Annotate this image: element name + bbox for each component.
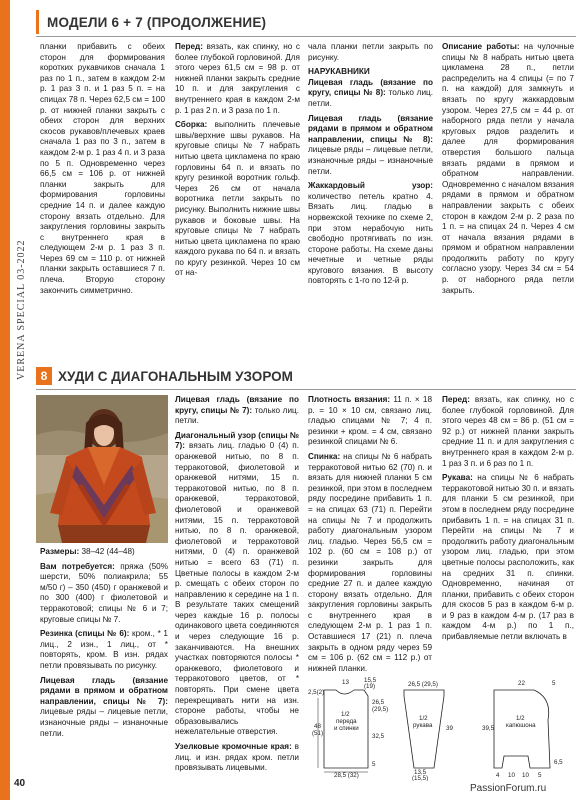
paragraph: планки прибавить с обеих сторон для формирования коротких рукавчиков сначала 1 раз по 1 п., затем в каждом 2-м р. 1 раз 3 п. и 1 раз 5 п. = на спицах 78 п. Через 62,5 см = 100 р. от нижней планки закрыть с обеих сторон для верхних скосов рукавов/плечевых краев сначала 1 раз по 3 п., затем в каждом 2-м р. 1 раз 4 п. и 3 раза по 5 п. Одновременно через 66,5 см = 106 р. от нижней планки закрыть для формирования горловины средние 14 п. и далее каждую сторону вязать отдельно. Для закругления горловины закрыть с внутреннего края в следующем 2-м р. 1 раз 3 п. Через 69 см = 110 р. от нижней планки закрыть оставшиеся 7 п. плеча. Вторую сторону закончить симметрично.: [40, 42, 165, 295]
hood-6-5: 6,5: [554, 759, 563, 766]
hood-39-5: 39,5: [482, 725, 495, 732]
hood-4: 4: [496, 772, 500, 779]
magazine-brand-vertical: VERENA SPECIAL 03-2022: [16, 239, 27, 380]
dim-29-5: (29,5): [372, 706, 389, 713]
paragraph-sleeves: Рукава: на спицы № 6 набрать терракотовой нитью 30 п. и вязать для планки 5 см резинкой, при этом в последнем ряду посредине прибавить 1 п. = на спицах 31 п. Перейти на спицы № 7 и продолжить работу диагональным узором лиц. гладью, при этом цветные полосы расположить, как на средних 31 п. спинки. Одновременно, начиная от планки, прибавить с обеих сторон для скосов 5 раз в каждом 6-м р. и 9 раз в каждом 4-м р. (17 раз в каждом 4-м р.) по 1 п., прибавляемые петли включать в: [442, 473, 574, 642]
dim-2-5: 2,5(2): [308, 689, 325, 696]
paragraph-back: Спинка: на спицы № 6 набрать терракотовой нитью 62 (70) п. и вязать для нижней планки 5 см резинкой, при этом в последнем ряду посредине прибавить 1 п. = на спицах 63 (71) п. Перейти на спицы № 7 и продолжить работу диагональным узором лиц. гладью. Через 56,5 см = 102 р. (60 см = 108 р.) от резинки закрыть для формирования горловины средние 27 п. и далее каждую сторону вязать отдельно. Для закругления горловины закрыть с внутреннего края в следующем 2-м р. 1 раз 1 п. Оставшиеся 17 (21) п. плеча закрыть в одном ряду через 59 см = 106 р. (62 см = 112 р.) от нижней планки.: [308, 451, 432, 673]
dim-51: (51): [312, 730, 324, 737]
paragraph-diagonal-pattern: Диагональный узор (спицы № 7): вязать лиц. гладью 0 (4) п. оранжевой нитью, по 8 п. терракотовой, фиолетовой и оранжевой нитями, 15 п. терракотовой нитью, по 8 п. оранжевой, терракотовой, фиолетовой и оранжевой нитями, 15 п. терракотовой нитью, по 8 п. оранжевой, фиолетовой и терракотовой нитями, 0 (4) п. оранжевой нитью = всего 63 (71) п. Цветные полосы в каждом 2-м р. смещать с обеих сторон по направлению к середине на 1 п. В результате таких смещений через каждые 16 р. полосы одинакового цвета соединяются и через следующие 16 р. заканчиваются. На внешних участках повторяются полосы * оранжевого, фиолетового и терракотового цветов, от * повторять. При смене цвета перекрещивать нити на изн. стороне работы, чтобы не образовывались нежелательные отверстия.: [175, 430, 299, 737]
front-label: 1/2: [341, 711, 350, 718]
sleeve-sub: рукава: [413, 722, 433, 729]
dim-28-5: 28,5 (32): [334, 772, 359, 779]
section-header-models-6-7: [36, 10, 266, 34]
hood-label: 1/2: [516, 715, 525, 722]
dim-39: 39: [446, 725, 453, 732]
text-column-2: [175, 42, 300, 283]
section-header-hoodie: [36, 365, 293, 387]
sleeve-outline: [404, 690, 444, 768]
header-accent-bar: [36, 10, 39, 34]
model-number-badge: 8: [36, 367, 52, 385]
hood-22: 22: [518, 680, 525, 687]
section-title: МОДЕЛИ 6 + 7 (ПРОДОЛЖЕНИЕ): [47, 14, 267, 30]
paragraph: чала планки петли закрыть по рисунку.: [308, 42, 433, 62]
header-divider: [36, 36, 576, 37]
side-color-strip: [0, 0, 10, 800]
paragraph-jacquard: Жаккардовый узор: количество петель кратно 4. Вязать лиц. гладью в норвежской технике по схеме 2, при этом нерабочую нить свободно протягивать по изн. стороне работы. На схеме даны нечетные и четные ряды кругового вязания. В высоту повторять с 1-го по 12-й р.: [308, 181, 433, 286]
model-photo: [36, 395, 168, 543]
dim-5: 5: [372, 761, 376, 768]
hood-5b: 5: [538, 772, 542, 779]
dim-13: 13: [342, 679, 349, 686]
text-column-4: [442, 42, 574, 300]
hoodie-column-1: [40, 547, 168, 743]
header-divider: [36, 389, 576, 390]
paragraph-sizes: Размеры: 38–42 (44–48): [40, 547, 135, 556]
section-title: ХУДИ С ДИАГОНАЛЬНЫМ УЗОРОМ: [58, 368, 293, 384]
dim-48: 48: [314, 723, 321, 730]
dim-15-5b: (15,5): [412, 775, 429, 781]
paragraph-work-description: Описание работы: на чулочные спицы № 8 набрать нитью цвета цикламена 28 п., петли распределить на 4 спицы (= по 7 п. на каждой) для замкнуть и вязать по кругу жаккардовым узором. Через 27,5 см = 44 р. от наборного ряда петли у начала круговых рядов разделить и далее для формирования отверстия большого пальца вязать рядами в прямом и обратном направлении. Одновременно с началом вязания рядами в прямом и обратном направлении закрыть с обеих сторон в каждом 2-м р. 2 раза по 1 п. = на спицах 24 п. Через 4 см от начала вязания рядами в прямом и обратном направлении продолжить работу по кругу согласно узору. Через 34 см = 54 р. от наборного ряда петли закрыть.: [442, 42, 574, 295]
subheading-armwarmers: НАРУКАВНИКИ: [308, 67, 370, 77]
source-watermark: PassionForum.ru: [470, 783, 547, 794]
front-sub2: и спинки: [334, 725, 359, 732]
paragraph-front: Перед: вязать, как спинку, но с более глубокой горловиной. Для этого через 48 см = 86 р. (51 см = 92 р.) от нижней планки закрыть средние 11 п. и для закругления с внутреннего края в каждом 2-м р. 1 раз 3 п. и 6 раз по 1 п.: [442, 395, 574, 468]
paragraph-assembly: Сборка: выполнить плечевые швы/верхние швы рукавов. На круговые спицы № 7 набрать нитью цвета цикламена по краю горловины 64 п. и вязать по кругу резинкой воротник гольф. Через 26 см от начала воротника петли закрыть по рисунку. Выполнить нижние швы рукавов и боковые швы. На круговые спицы № 7 набрать нитью цвета цикламена по краю каждого рукава по 64 п. и вязать по кругу резинкой. Через 10 см от на-: [175, 120, 300, 278]
hoodie-column-4: [442, 395, 574, 647]
page-number: 40: [14, 778, 26, 789]
paragraph-stst-round: Лицевая гладь (вязание по кругу, спицы № 7): только лиц. петли.: [175, 395, 299, 426]
paragraph-gauge: Плотность вязания: 11 п. × 18 р. = 10 × 10 см, связано лиц. гладью спицами № 7; 4 п. резинки + кром. = 4 см, связано резинкой спицами № 6.: [308, 395, 432, 447]
dim-26-5: 26,5: [372, 699, 385, 706]
hood-5: 5: [552, 680, 556, 687]
text-column-3: [308, 42, 433, 291]
paragraph-rib: Резинка (спицы № 6): кром., * 1 лиц., 2 изн., 1 лиц., от * повторять, кром. В изн. рядах петли провязывать по рисунку.: [40, 629, 168, 670]
pattern-schematic: [306, 676, 576, 781]
hoodie-column-2: [175, 395, 299, 778]
sleeve-label: 1/2: [419, 715, 428, 722]
dim-13-5: 13,5: [414, 769, 427, 776]
dim-15-5: 15,5: [364, 677, 377, 684]
dim-19: (19): [364, 683, 376, 690]
paragraph-front: Перед: вязать, как спинку, но с более глубокой горловиной. Для этого через 61,5 см = 98 р. от нижней планки закрыть средние 10 п. и для закругления с внутреннего края в каждом 2-м р. 1 раз 2 п. и 3 раза по 1 п.: [175, 42, 300, 115]
hoodie-column-3: [308, 395, 432, 678]
hood-10b: 10: [522, 772, 529, 779]
paragraph-materials: Вам потребуется: пряжа (50% шерсти, 50% полиакрила; 55 м/50 г) – 350 (450) г оранжевой и по 300 (400) г фиолетовой и терракотовой; спицы № 6 и 7; круговые спицы № 7.: [40, 561, 168, 624]
paragraph-stst: Лицевая гладь (вязание рядами в прямом и обратном направлении, спицы № 7): лицевые ряды – лицевые петли, изнаночные ряды – изнаночные петли.: [40, 675, 168, 738]
dim-32-5: 32,5: [372, 733, 385, 740]
hood-outline: [494, 690, 550, 768]
hood-10a: 10: [508, 772, 515, 779]
hood-sub: капюшона: [506, 722, 536, 729]
sleeve-top-dim: 26,5 (29,5): [408, 681, 438, 688]
paragraph-edges: Узелковые кромочные края: в лиц. и изн. рядах кром. петли провязывать лицевыми.: [175, 742, 299, 773]
paragraph-stst-round: Лицевая гладь (вязание по кругу, спицы № 8): только лиц. петли.: [308, 77, 433, 108]
paragraph-stst-rows: Лицевая гладь (вязание рядами в прямом и обратном направлении, спицы № 8): лицевые ряды – лицевые петли, изнаночные ряды – изнаночные петли.: [308, 113, 433, 176]
text-column-1: [40, 42, 165, 300]
front-sub1: переда: [336, 718, 357, 725]
